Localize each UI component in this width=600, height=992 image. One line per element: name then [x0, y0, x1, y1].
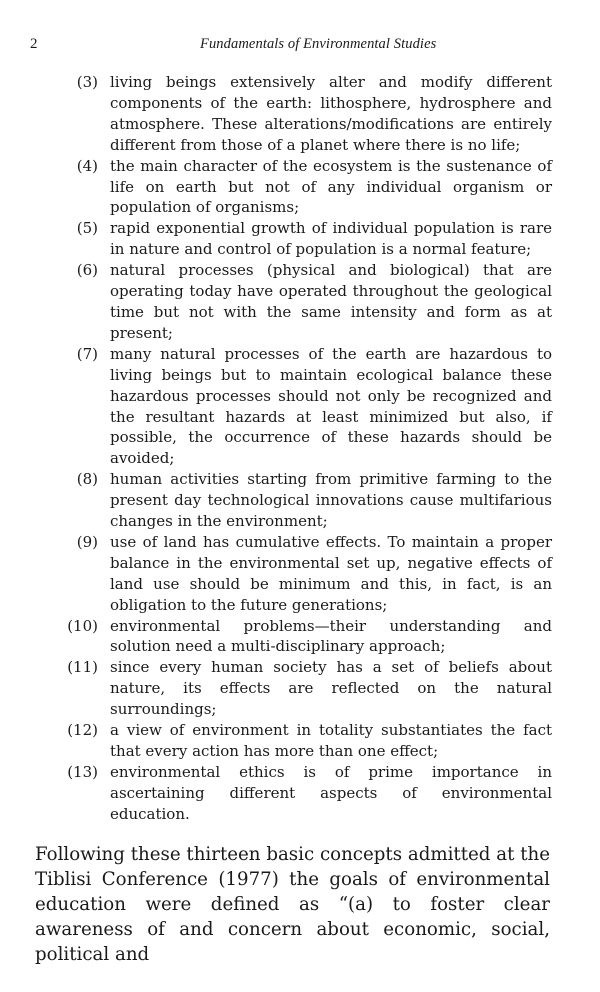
concepts-list: [60, 72, 552, 825]
concept-text: environmental ethics is of prime importance in ascertaining different aspects of environmental education.: [110, 762, 552, 823]
concept-text: many natural processes of the earth are hazardous to living beings but to maintain ecological balance these hazardous processes should not only be recognized and the resultant hazards at least minimized but also, if possible, the occurrence of these hazards should be avoided;: [110, 344, 552, 468]
concept-text: the main character of the ecosystem is the sustenance of life on earth but not of any individual organism or population of organisms;: [110, 156, 552, 217]
concept-item-11: [60, 657, 552, 720]
concept-number: (3): [76, 73, 98, 91]
concept-item-7: [60, 344, 552, 469]
closing-paragraph: Following these thirteen basic concepts admitted at the Tiblisi Conference (1977) the goals of environmental education were defined as “(a) to foster clear awareness of and concern about economic, social, political and: [35, 844, 550, 965]
concept-text: environmental problems—their understanding and solution need a multi-disciplinary approach;: [110, 616, 552, 656]
concept-number: (6): [76, 261, 98, 280]
concept-item-9: [60, 532, 552, 616]
concept-text: human activities starting from primitive farming to the present day technological innovations cause multifarious changes in the environment;: [110, 470, 552, 531]
concept-text: natural processes (physical and biological) that are operating today have operated throughout the geological time but not with the same intensity and form as at present;: [110, 261, 552, 342]
concept-number: (10): [67, 616, 98, 635]
concept-item-8: [60, 469, 552, 532]
concept-item-4: [60, 156, 552, 219]
concept-item-10: [60, 616, 552, 658]
concept-number: (12): [67, 721, 98, 740]
concept-number: (9): [76, 532, 98, 551]
concept-text: use of land has cumulative effects. To maintain a proper balance in the environmental set up, negative effects of land use should be minimum and this, in fact, is an obligation to the future generations;: [110, 532, 552, 614]
page-header: [30, 36, 570, 56]
concept-number: (5): [76, 219, 98, 238]
concept-item-5: [60, 218, 552, 260]
concept-text: since every human society has a set of beliefs about nature, its effects are reflected on the natural surroundings;: [110, 658, 552, 719]
concept-number: (8): [76, 470, 98, 489]
concept-item-13: [60, 762, 552, 825]
running-title: Fundamentals of Environmental Studies: [200, 36, 437, 52]
concept-number: (4): [76, 156, 98, 175]
page-number: 2: [30, 36, 38, 52]
concept-number: (11): [67, 658, 98, 677]
concept-item-6: [60, 260, 552, 344]
concept-item-12: [60, 720, 552, 762]
concept-text: a view of environment in totality substantiates the fact that every action has more than one effect;: [110, 721, 552, 760]
concept-text: living beings extensively alter and modify different components of the earth: lithosphere, hydrosphere and atmosphere. These alterations/modifications are entirely different from those of a planet where there is no life;: [110, 73, 552, 154]
concept-number: (7): [76, 344, 98, 363]
concept-item-3: [60, 72, 552, 156]
concept-number: (13): [67, 762, 98, 781]
concept-text: rapid exponential growth of individual population is rare in nature and control of population is a normal feature;: [110, 219, 552, 259]
